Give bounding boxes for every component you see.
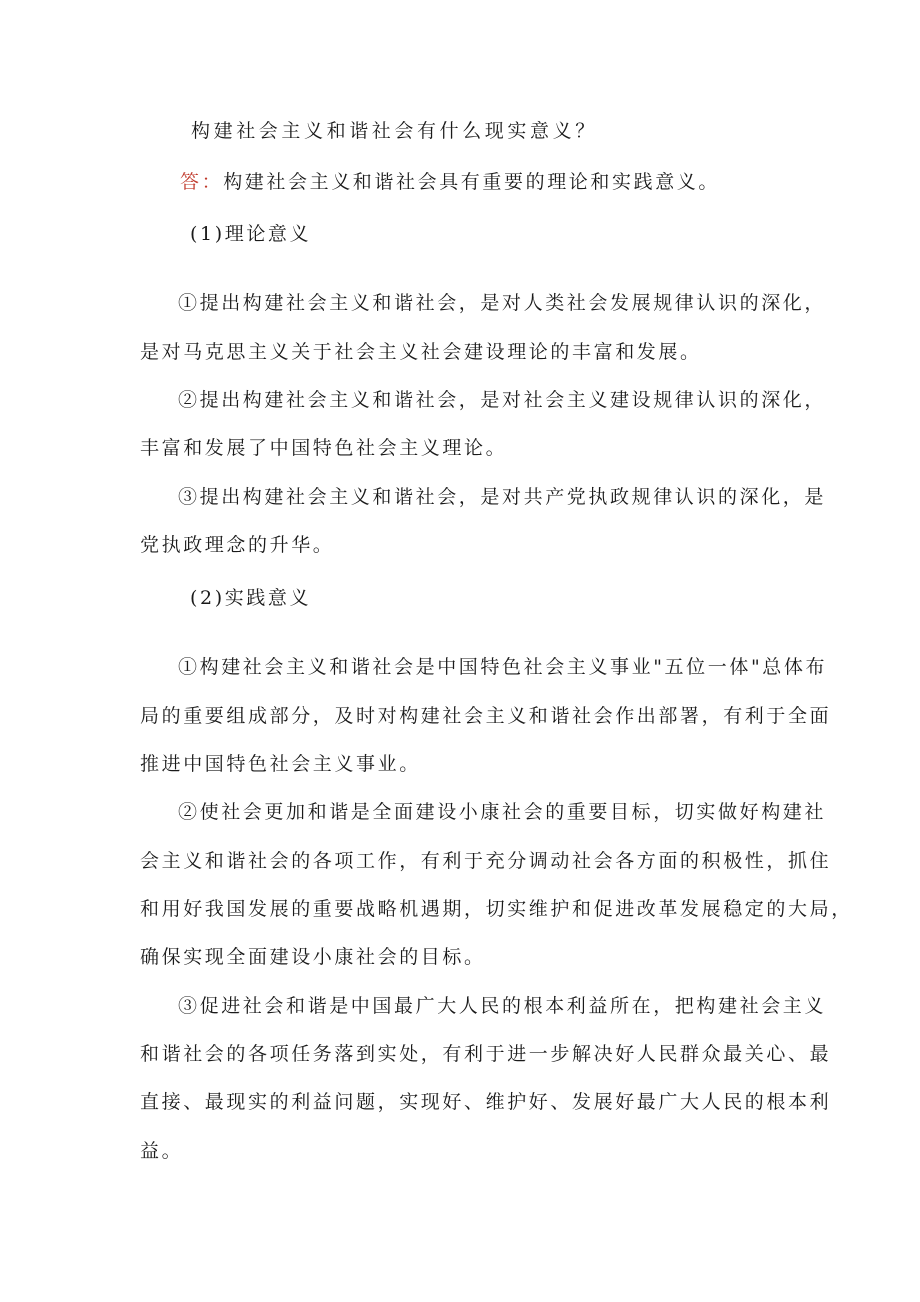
document-title: 构建社会主义和谐社会有什么现实意义？ [191,120,598,142]
answer-text: 构建社会主义和谐社会具有重要的理论和实践意义。 [223,171,721,193]
practice-item-2-line-1: ②使社会更加和谐是全面建设小康社会的重要目标，切实做好构建社 [178,801,827,823]
theory-item-1-line-2: 是对马克思主义关于社会主义社会建设理论的丰富和发展。 [140,341,702,363]
practice-item-2-line-4: 确保实现全面建设小康社会的目标。 [140,946,486,968]
theory-item-2-line-2: 丰富和发展了中国特色社会主义理论。 [140,437,508,459]
practice-item-3-line-2: 和谐社会的各项任务落到实处，有利于进一步解决好人民群众最关心、最 [140,1043,832,1065]
practice-item-3-line-3: 直接、最现实的利益问题，实现好、维护好、发展好最广大人民的根本利 [140,1091,832,1113]
practice-item-2-line-2: 会主义和谐社会的各项工作，有利于充分调动社会各方面的积极性，抓住 [140,850,832,872]
practice-item-1-line-1: ①构建社会主义和谐社会是中国特色社会主义事业"五位一体"总体布 [178,656,828,678]
theory-item-1-line-1: ①提出构建社会主义和谐社会，是对人类社会发展规律认识的深化， [178,292,827,314]
practice-item-3-line-1: ③促进社会和谐是中国最广大人民的根本利益所在，把构建社会主义 [178,995,827,1017]
practice-item-2-line-3: 和用好我国发展的重要战略机遇期，切实维护和促进改革发展稳定的大局， [140,898,853,920]
answer-label: 答： [180,171,224,193]
theory-item-3-line-2: 党执政理念的升华。 [140,534,335,556]
practice-item-3-line-4: 益。 [140,1140,184,1162]
practice-item-1-line-2: 局的重要组成部分，及时对构建社会主义和谐社会作出部署，有利于全面 [140,705,832,727]
theory-item-3-line-1: ③提出构建社会主义和谐社会，是对共产党执政规律认识的深化，是 [178,486,827,508]
section-heading-theory: (1)理论意义 [190,223,312,245]
theory-item-2-line-1: ②提出构建社会主义和谐社会，是对社会主义建设规律认识的深化， [178,389,827,411]
section-heading-practice: (2)实践意义 [190,587,312,609]
answer-intro [180,170,720,194]
practice-item-1-line-3: 推进中国特色社会主义事业。 [140,753,421,775]
